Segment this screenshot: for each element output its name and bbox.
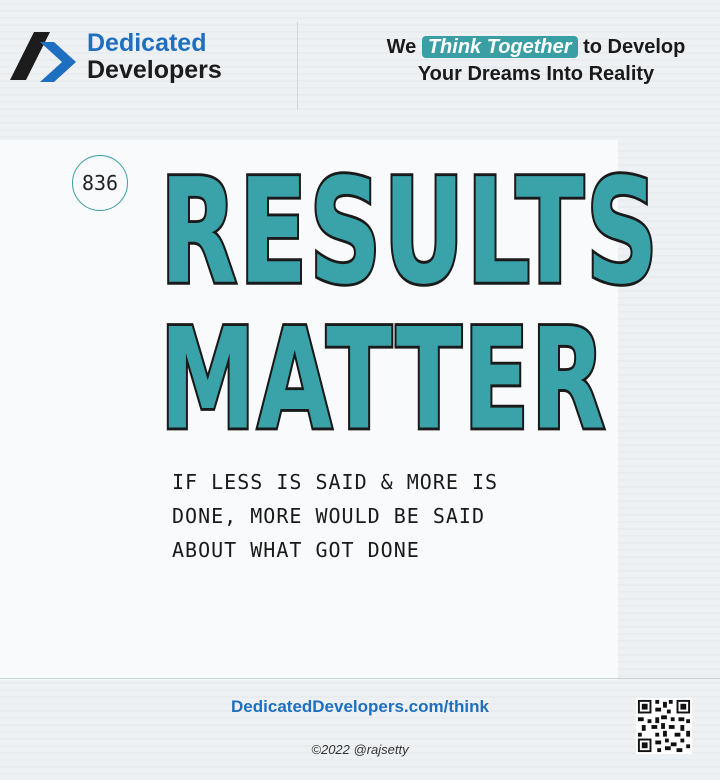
brand-name: [87, 30, 222, 84]
brand-line-1: Dedicated: [87, 29, 207, 57]
quote-line-2: DONE, MORE WOULD BE SAID: [172, 504, 485, 528]
copyright: ©2022 @rajsetty: [311, 742, 409, 757]
quote-line-1: IF LESS IS SAID & MORE IS: [172, 470, 499, 494]
tagline-line-1: [352, 34, 720, 61]
headline-line-1: RESULTS: [160, 146, 660, 317]
tagline-prefix: We: [386, 36, 417, 58]
tagline-highlight: Think Together: [422, 36, 578, 58]
card-number-badge: 836: [72, 155, 128, 211]
quote: [172, 465, 592, 567]
tagline: [352, 34, 720, 88]
tagline-line-2: Your Dreams Into Reality: [417, 63, 655, 85]
header-divider: [297, 22, 298, 110]
fold-line: [0, 678, 720, 679]
brand-line-2: Developers: [87, 56, 222, 84]
qr-code-icon[interactable]: [636, 698, 692, 754]
quote-line-3: ABOUT WHAT GOT DONE: [172, 538, 420, 562]
tagline-suffix: to Develop: [583, 36, 686, 58]
website-link[interactable]: DedicatedDevelopers.com/think: [231, 697, 489, 716]
dd-chevron-logo-icon: [10, 32, 78, 84]
headline-line-2: MATTER: [160, 298, 608, 461]
